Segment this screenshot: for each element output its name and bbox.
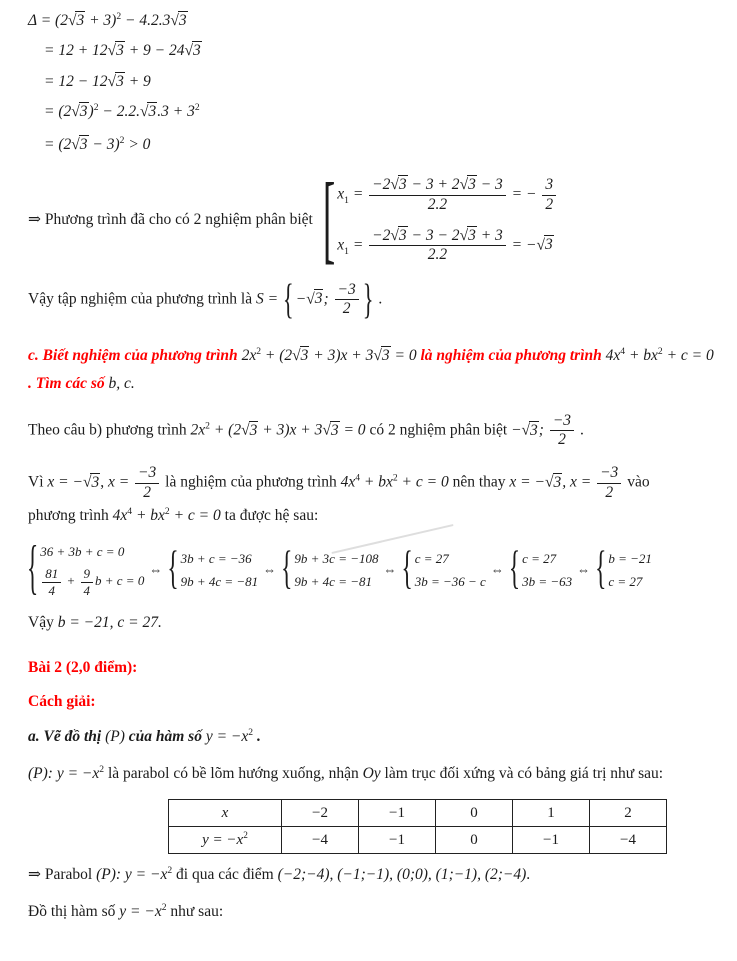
sqrt-radical: √3 [71,135,88,153]
sqrt-radical: √3 [82,473,100,491]
sqrt-radical: √3 [139,103,157,121]
table-cell: x [169,800,282,827]
table-row [169,827,667,854]
table-cell: $y = -x^2$ [169,827,282,854]
equation-row: $x_1$ = $\frac{-2√3 - 3 - 2√3 + 3}{2.2}$ = −√3 [337,226,553,264]
sqrt-radical: √3 [390,176,407,194]
bai-2-heading: Bài 2 (2,0 điểm): [28,658,138,676]
graph-intro-line: Đồ thị hàm số $y = -x^2$ như sau: [28,901,224,920]
fraction: $\frac{-3}{2}$ [135,464,159,502]
equation-row: b = −21 [608,551,652,567]
equation-row: 3b = −36 − c [414,573,486,589]
table-cell: −2 [282,800,359,827]
sqrt-radical: √3 [184,42,201,60]
equation-row: c = 27 [522,551,557,567]
system-of-equations [595,543,652,596]
document-content [0,10,727,923]
sqrt-radical: √3 [170,12,187,29]
table-cell: 1 [513,800,590,827]
equation-row: 9b + 4c = −81 [294,573,372,589]
solution-set-line: Vậy tập nghiệm của phương trình là S = { −√3; $\frac{-3}{2}$ } . [28,275,383,322]
sqrt-radical: √3 [459,226,476,244]
fraction: $\frac{-3}{2}$ [550,412,574,450]
brace-glyph: { [167,543,179,596]
value-table [168,799,667,854]
sqrt-radical: √3 [306,290,323,308]
part-a-heading: a. Vẽ đồ thị (P) của hàm số $y = -x^2$ . [28,726,261,745]
fraction: $\frac{9}{4}$ [81,566,94,598]
table-cell: −4 [590,827,667,854]
table-cell: −1 [359,800,436,827]
equation-row: $x_1$ = $\frac{-2√3 - 3 + 2√3 - 3}{2.2}$ = − $\frac{3}{2}$ [337,176,558,214]
conclusion-bc: Vậy b = −21, c = 27. [28,614,162,632]
sqrt-radical: √3 [107,42,124,60]
equation-row: 3b = −63 [522,573,573,589]
sqrt-radical: √3 [292,346,309,364]
sqrt-radical: √3 [322,421,339,439]
parabola-points-line: ⇒ Parabol (P): $y = -x^2$ đi qua các điểm (−2;−4), (−1;−1), (0;0), (1;−1), (2;−4). [28,865,531,884]
part-c-statement-line1: c. Biết nghiệm của phương trình $2x^2 + (2√3 + 3)x + 3√3 = 0$ là nghiệm của phương trình $4x^4 + bx^2 + c = 0$ [28,345,714,364]
sqrt-radical: √3 [521,421,538,439]
fraction: $\frac{81}{4}$ [42,566,61,598]
brace-glyph: { [27,535,39,603]
brace-glyph: [ [322,165,336,276]
system-of-equations [401,543,486,596]
parabola-description: (P): $y = -x^2$ là parabol có bề lõm hướng xuống, nhận Oy làm trục đối xứng và có bảng giá trị như sau: [28,764,664,783]
equation-row: $\frac{81}{4}$ + $\frac{9}{4}$ b + c = 0 [40,566,144,598]
fraction: $\frac{3}{2}$ [542,176,556,214]
cach-giai-heading: Cách giải: [28,693,96,711]
fraction: $\frac{-3}{2}$ [335,281,359,319]
sqrt-radical: √3 [373,346,390,364]
equation-row: 36 + 3b + c = 0 [40,544,125,560]
brace-glyph: { [508,543,521,596]
table-cell: 2 [590,800,667,827]
equation-row: c = 27 [414,551,449,567]
delta-expansion-line-1: $\Delta = (2√3 + 3)^2 - 4.2.3√3$ [28,10,187,29]
sqrt-radical: √3 [107,72,124,90]
system-of-equations [167,543,259,596]
brace-glyph: { [281,543,293,596]
sqrt-radical: √3 [544,473,562,491]
brace-glyph: { [595,543,607,596]
table-row [169,800,667,827]
fraction: $\frac{-3}{2}$ [597,464,621,502]
vi-paragraph: Vì x = −√3, x = $\frac{-3}{2}$ là nghiệm của phương trình $4x^4 + bx^2 + c = 0$ nên thay x = −√3, x = $\frac{-3}{2}$ vào phương trình $4x^4 + bx^2 + c = 0$ ta được hệ sau: [28,464,650,525]
fraction: $\frac{-2√3 - 3 + 2√3 - 3}{2.2}$ [369,176,506,214]
system-chain: { 36 + 3b + c = 0 $\frac{81}{4}$ + $\frac{9}{4}$ b + c = 0 ⇔ { 3b + c = −36 9b + 4c = −81 ⇔ { 9b + 3c = −108 9b + 4c = −81 ⇔ { c = 27 3b = −36 − c ⇔ { c = 27 3b = −63 ⇔ { b = −21 c = 27 [27,535,652,603]
equation-row: 9b + 3c = −108 [294,551,379,567]
table-cell: 0 [436,827,513,854]
equation-row: c = 27 [608,573,643,589]
brace-glyph: { [401,543,413,596]
table-cell: −1 [359,827,436,854]
system-of-equations [508,543,573,596]
delta-expansion-line-2: = 12 + 12√3 + 9 − 24√3 [44,42,201,60]
set-braces: { −√3; $\frac{-3}{2}$ } [282,275,374,322]
solution-bracket [322,165,558,276]
equation-row: 9b + 4c = −81 [180,573,259,589]
equation-row: 3b + c = −36 [180,551,252,567]
part-c-statement-line2: . Tìm các số b, c. [28,375,135,393]
delta-expansion-line-5: = $(2√3 - 3)^2 > 0$ [44,134,151,153]
table-cell: 0 [436,800,513,827]
delta-expansion-line-4: = $(2√3)^2 - 2.2.√3.3 + 3^2$ [44,102,200,121]
sqrt-radical: √3 [459,176,476,194]
delta-expansion-line-3: = 12 − 12√3 + 9 [44,72,151,90]
system-of-equations [27,535,145,603]
table-cell: −4 [282,827,359,854]
sqrt-radical: √3 [241,421,258,439]
theo-cau-b-line: Theo câu b) phương trình $2x^2 + (2√3 + 3)x + 3√3 = 0$ có 2 nghiệm phân biệt −√3; $\frac{-3}{2}$ . [28,411,584,449]
two-roots-implication: ⇒ Phương trình đã cho có 2 nghiệm phân biệt [ $x_1$ = $\frac{-2√3 - 3 + 2√3 - 3}{2.2}$ = − $\frac{3}{2}$ $x_1$ = $\frac{-2√3 - 3 - 2√3 + 3}{2.2}$ = −√3 [28,174,727,266]
system-of-equations [281,543,379,596]
sqrt-radical: √3 [536,236,553,254]
sqrt-radical: √3 [71,103,88,121]
fraction: $\frac{-2√3 - 3 - 2√3 + 3}{2.2}$ [369,227,506,265]
table-cell: −1 [513,827,590,854]
sqrt-radical: √3 [67,12,85,29]
sqrt-radical: √3 [390,226,407,244]
